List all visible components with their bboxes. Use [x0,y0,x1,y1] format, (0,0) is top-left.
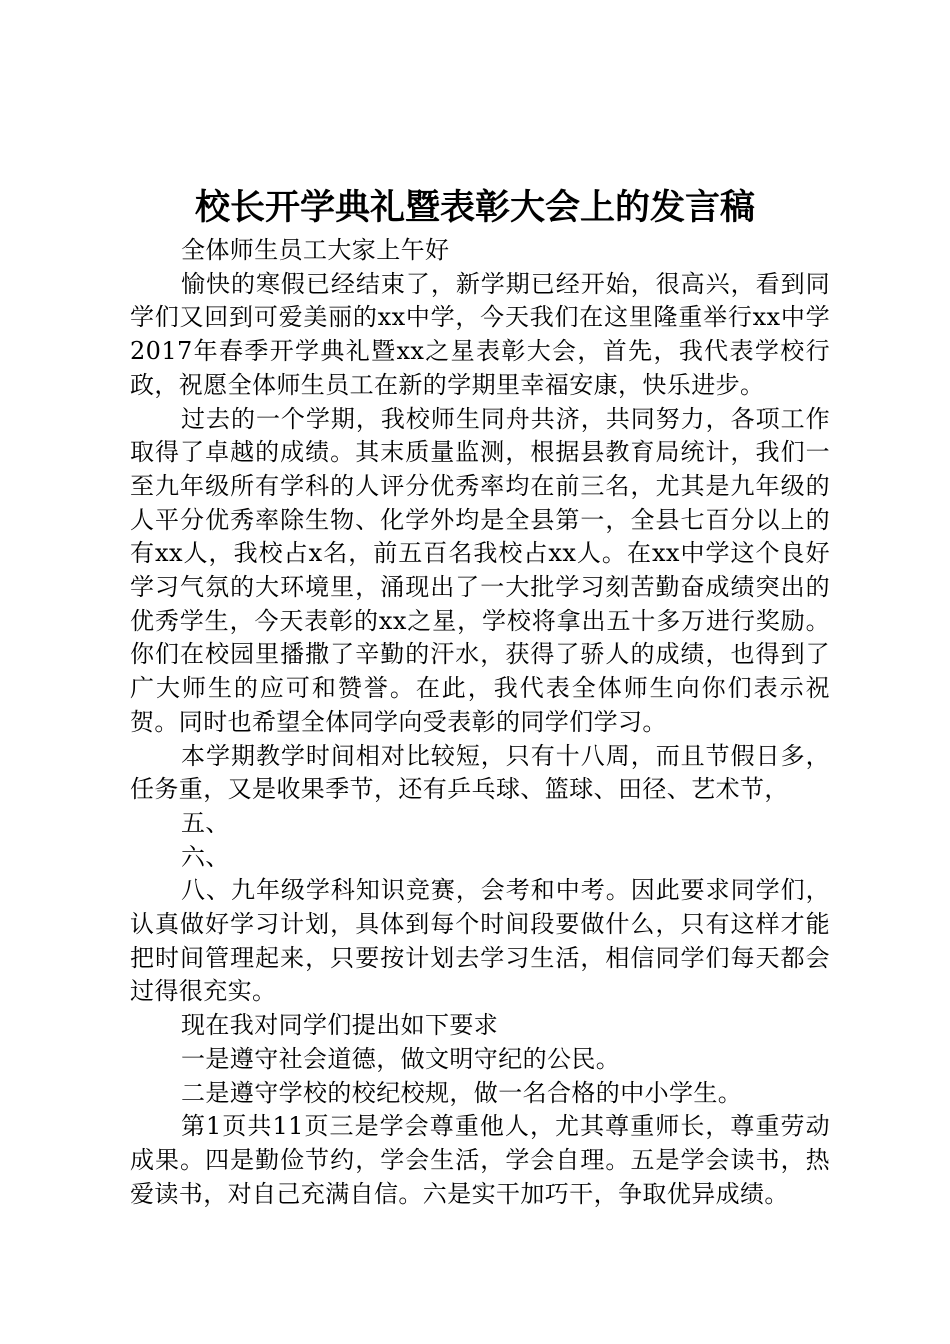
paragraph-opening: 愉快的寒假已经结束了，新学期已经开始，很高兴，看到同学们又回到可爱美丽的xx中学，今天我们在这里隆重举行xx中学2017年春季开学典礼暨xx之星表彰大会，首先，我代表学校行政，祝愿全体师生员工在新的学期里幸福安康，快乐进步。 [130,269,830,399]
paragraph-competitions: 八、九年级学科知识竞赛，会考和中考。因此要求同学们，认真做好学习计划，具体到每个时间段要做什么，只有这样才能把时间管理起来，只要按计划去学习生活，相信同学们每天都会过得很充实。 [130,876,830,1006]
paragraph-item-six: 六、 [181,842,230,871]
paragraph-requirements-intro: 现在我对同学们提出如下要求 [181,1011,499,1040]
document-title: 校长开学典礼暨表彰大会上的发言稿 [194,188,755,228]
document-body [130,234,830,1211]
paragraph-schedule: 本学期教学时间相对比较短，只有十八周，而且节假日多，任务重，又是收果季节，还有乒乓球、篮球、田径、艺术节， [130,741,830,804]
paragraph-item-five: 五、 [181,808,230,837]
paragraph-achievements: 过去的一个学期，我校师生同舟共济，共同努力，各项工作取得了卓越的成绩。其末质量监测，根据县教育局统计，我们一至九年级所有学科的人评分优秀率均在前三名，尤其是九年级的人平分优秀率除生物、化学外均是全县第一，全县七百分以上的有xx人，我校占x名，前五百名我校占xx人。在xx中学这个良好学习气氛的大环境里，涌现出了一大批学习刻苦勤奋成绩突出的优秀学生，今天表彰的xx之星，学校将拿出五十多万进行奖励。你们在校园里播撒了辛勤的汗水，获得了骄人的成绩，也得到了广大师生的应可和赞誉。在此，我代表全体师生向你们表示祝贺。同时也希望全体同学向受表彰的同学们学习。 [130,404,830,736]
paragraph-requirement-two: 二是遵守学校的校纪校规，做一名合格的中小学生。 [181,1078,743,1107]
paragraph-requirements-rest: 第1页共11页三是学会尊重他人，尤其尊重师长，尊重劳动成果。四是勤俭节约，学会生活，学会自理。五是学会读书，热爱读书，对自己充满自信。六是实干加巧干，争取优异成绩。 [130,1112,830,1208]
paragraph-greeting: 全体师生员工大家上午好 [181,236,450,264]
paragraph-requirement-one: 一是遵守社会道德，做文明守纪的公民。 [181,1044,621,1073]
